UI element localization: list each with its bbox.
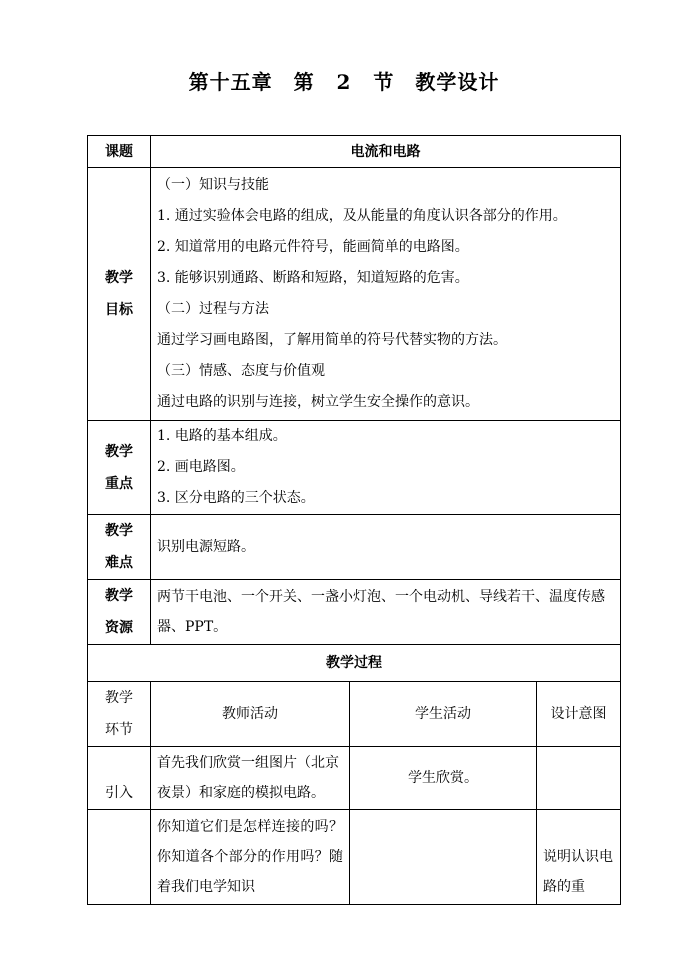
student-activity-cell: 学生欣赏。 [350,747,537,810]
key-points-label [88,421,151,515]
objectives-label-line1: 教学 [105,270,133,286]
student-activity-cell [350,810,537,905]
resources-label [88,580,151,645]
topic-value: 电流和电路 [151,136,621,168]
key-points-label-line2: 重点 [105,475,133,492]
stage-cell: 引入 [88,747,151,810]
table-row [88,810,621,905]
objective-line: 通过学习画电路图，了解用简单的符号代替实物的方法。 [157,332,507,348]
difficulty-label [88,515,151,580]
key-point-line: 3. 区分电路的三个状态。 [157,490,315,506]
objective-line: 通过电路的识别与连接，树立学生安全操作的意识。 [157,394,479,410]
difficulty-label-line1: 教学 [105,523,133,539]
topic-label: 课题 [88,136,151,168]
stage-cell [88,810,151,905]
key-points-label-line1: 教学 [105,443,133,460]
difficulty-value: 识别电源短路。 [151,515,621,580]
page-title: 第十五章 第 2 节 教学设计 [188,70,500,94]
col-stage-header [88,682,151,747]
objective-line: （一）知识与技能 [157,177,269,193]
process-column-headers [88,682,621,747]
intent-cell: 说明认识电路的重 [537,810,621,905]
col-teacher-header: 教师活动 [151,682,350,747]
objective-line: （二）过程与方法 [157,301,269,317]
key-points-row [88,421,621,515]
teacher-activity-cell: 首先我们欣赏一组图片（北京夜景）和家庭的模拟电路。 [151,747,350,810]
objectives-label [88,168,151,421]
objective-line: （三）情感、态度与价值观 [157,363,325,379]
key-points-content [151,421,621,515]
col-stage-line1: 教学 [105,690,133,706]
resources-label-line1: 教学 [105,588,133,604]
difficulty-row [88,515,621,580]
process-heading-row [88,645,621,682]
topic-row [88,136,621,168]
col-student-header: 学生活动 [350,682,537,747]
difficulty-label-line2: 难点 [105,555,133,571]
resources-value: 两节干电池、一个开关、一盏小灯泡、一个电动机、导线若干、温度传感器、PPT。 [151,580,621,645]
objective-line: 2. 知道常用的电路元件符号，能画简单的电路图。 [157,239,469,255]
col-stage-line2: 环节 [105,722,133,738]
resources-row [88,580,621,645]
objective-line: 3. 能够识别通路、断路和短路，知道短路的危害。 [157,270,469,286]
table-row [88,747,621,810]
objective-line: 1. 通过实验体会电路的组成，及从能量的角度认识各部分的作用。 [157,208,567,224]
process-heading: 教学过程 [88,645,621,682]
intent-cell [537,747,621,810]
objectives-row [88,168,621,421]
key-point-line: 1. 电路的基本组成。 [157,428,287,444]
lesson-plan-table [87,135,621,905]
teacher-activity-cell: 你知道它们是怎样连接的吗？你知道各个部分的作用吗？随着我们电学知识 [151,810,350,905]
col-intent-header: 设计意图 [537,682,621,747]
objectives-label-line2: 目标 [105,302,133,318]
objectives-content [151,168,621,421]
key-point-line: 2. 画电路图。 [157,459,245,475]
resources-label-line2: 资源 [105,620,133,636]
